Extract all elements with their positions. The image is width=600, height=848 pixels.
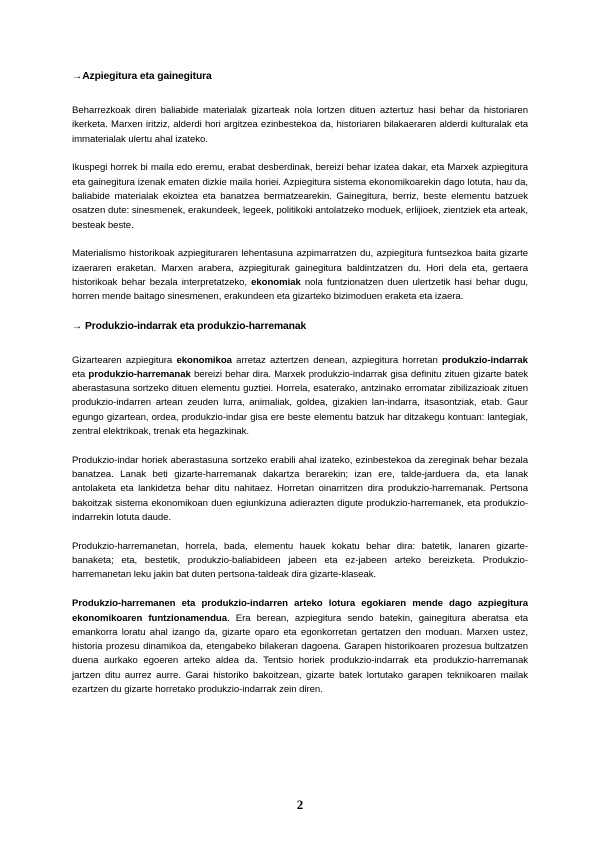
bold-term: produkzio-harremanak [88,368,191,380]
bold-term: ekonomiak [251,276,301,288]
paragraph [72,597,528,697]
text-run: . Era berean, azpiegitura sendo batekin, gainegitura aberatsa eta emankorra loratu ahal izango da, gizarte oparo eta egonkorretan gertatzen den moduan. Marxen ustez, historia prozesu dinamikoa da, etengabeko bilakeran dagoena. Garapen historikoaren prozesua bultzatzen duena aurkako egoeren arteko aldea da. Tentsio horiek produkzio-indarrak eta produkzio-harremanak jartzen ditu aurrez aurre. Garai historiko bakoitzean, gizarte batek lortutako garapen teknikoaren mailak ezartzen du gizarte horretako produkzio-indarrak zein diren. [72,612,528,695]
text-run: Ikuspegi horrek bi maila edo eremu, erabat desberdinak, bereizi behar izatea dakar, eta Marxek azpiegitura eta gainegitura izenak ematen dizkie maila horiei. Azpiegitura sistema ekonomikoarekin dago lotuta, hau da, baliabide materialak ekoiztea eta banatzea bermatzearekin. Gainegitura, berriz, beste elementu batzuek osatzen dute: sinesmenek, erakundeek, legeek, politikoki antolatzeko moduek, erlijioek, zientziek eta arteak, besteak beste. [72,162,528,231]
paragraph [72,354,528,440]
paragraph [72,161,528,232]
page-number: 2 [296,797,304,812]
text-run: eta [72,368,89,380]
section-heading-azpiegitura: →Azpiegitura eta gainegitura [72,71,212,82]
paragraph [72,247,528,304]
paragraph [72,454,528,525]
paragraph [72,104,528,147]
text-run: Produkzio-indar horiek aberastasuna sortzeko erabili ahal izateko, ezinbestekoa da zereginak behar bezala banatzea. Lanak beti gizarte-harremanak dakartza berarekin; izan ere, talde-jarduera da, eta lanak antolaketa eta lankidetza behar ditu nahitaez. Horretan oinarritzen dira produkzio-harremanak. Pertsona bakoitzak sistema ekonomikoan duen egiunkizuna adierazten digute produkzio-harremanek, eta produkzio-indarrekin lotuta daude. [72,454,528,524]
text-run: Materialismo historikoak azpiegituraren lehentasuna azpimarratzen du, azpiegitura funtsezkoa baita gizarte izaeraren eraketan. Marxen arabera, azpiegiturak gainegitura baldintzatzen du. Hori dela eta, gertaera historikoak behar bezala interpretatzeko, [72,248,528,288]
bold-term: ekonomikoa [176,354,232,366]
document-body [72,70,528,712]
bold-term: Produkzio-harremanen eta produkzio-indarren arteko lotura egokiaren mende dago azpiegitura ekonomikoaren funtzionamendua [72,598,528,624]
text-run: nola funtzionatzen duen ulertzetik hasi behar dugu, horren mende baitago sinesmenen, erakundeen eta gizarteko bizimoduen eraketa eta izaera. [72,276,528,303]
bold-term: produkzio-indarrak [441,354,528,366]
paragraph [72,540,528,583]
text-run: Produkzio-harremanetan, horrela, bada, elementu hauek kokatu behar dira: batetik, lanaren gizarte-banaketa; eta, bestetik, produkzio-baliabideen jabeen eta ez-jabeen arteko bereizketa. Produkzio-harremanetan leku jakin bat duten pertsona-taldeak dira gizarte-klaseak. [72,540,528,581]
text-run: bereizi behar dira. Marxek produkzio-indarrak gisa definitu zituen gizarte batek aberastasuna sortzeko dituen elementu guztiei. Horrela, esaterako, antzinako erromatar zibilizazioak zituen produkzio-indarren artean zeuden lurra, animaliak, goldea, gizakien lan-indarra, itsasontziak, etab. Gaur egungo gizartean, ordea, produkzio-indar gisa ere beste elementu batzuk har ditzakegu kontuan: lantegiak, zentral elektrikoak, trenak eta hegazkinak. [72,368,528,438]
text-run: arretaz aztertzen denean, azpiegitura horretan [231,354,442,366]
section-heading-produkzio: → Produkzio-indarrak eta produkzio-harremanak [72,320,307,332]
text-run: Gizartearen azpiegitura [72,354,177,366]
text-run: Beharrezkoak diren baliabide materialak gizarteak nola lortzen dituen aztertuz hasi behar da historiaren ikerketa. Marxen iritziz, alderdi hori argitzea ezinbestekoa da, historiaren bilakaeraren alderdi kulturalak eta immaterialak ulertu ahal izateko. [72,105,528,145]
